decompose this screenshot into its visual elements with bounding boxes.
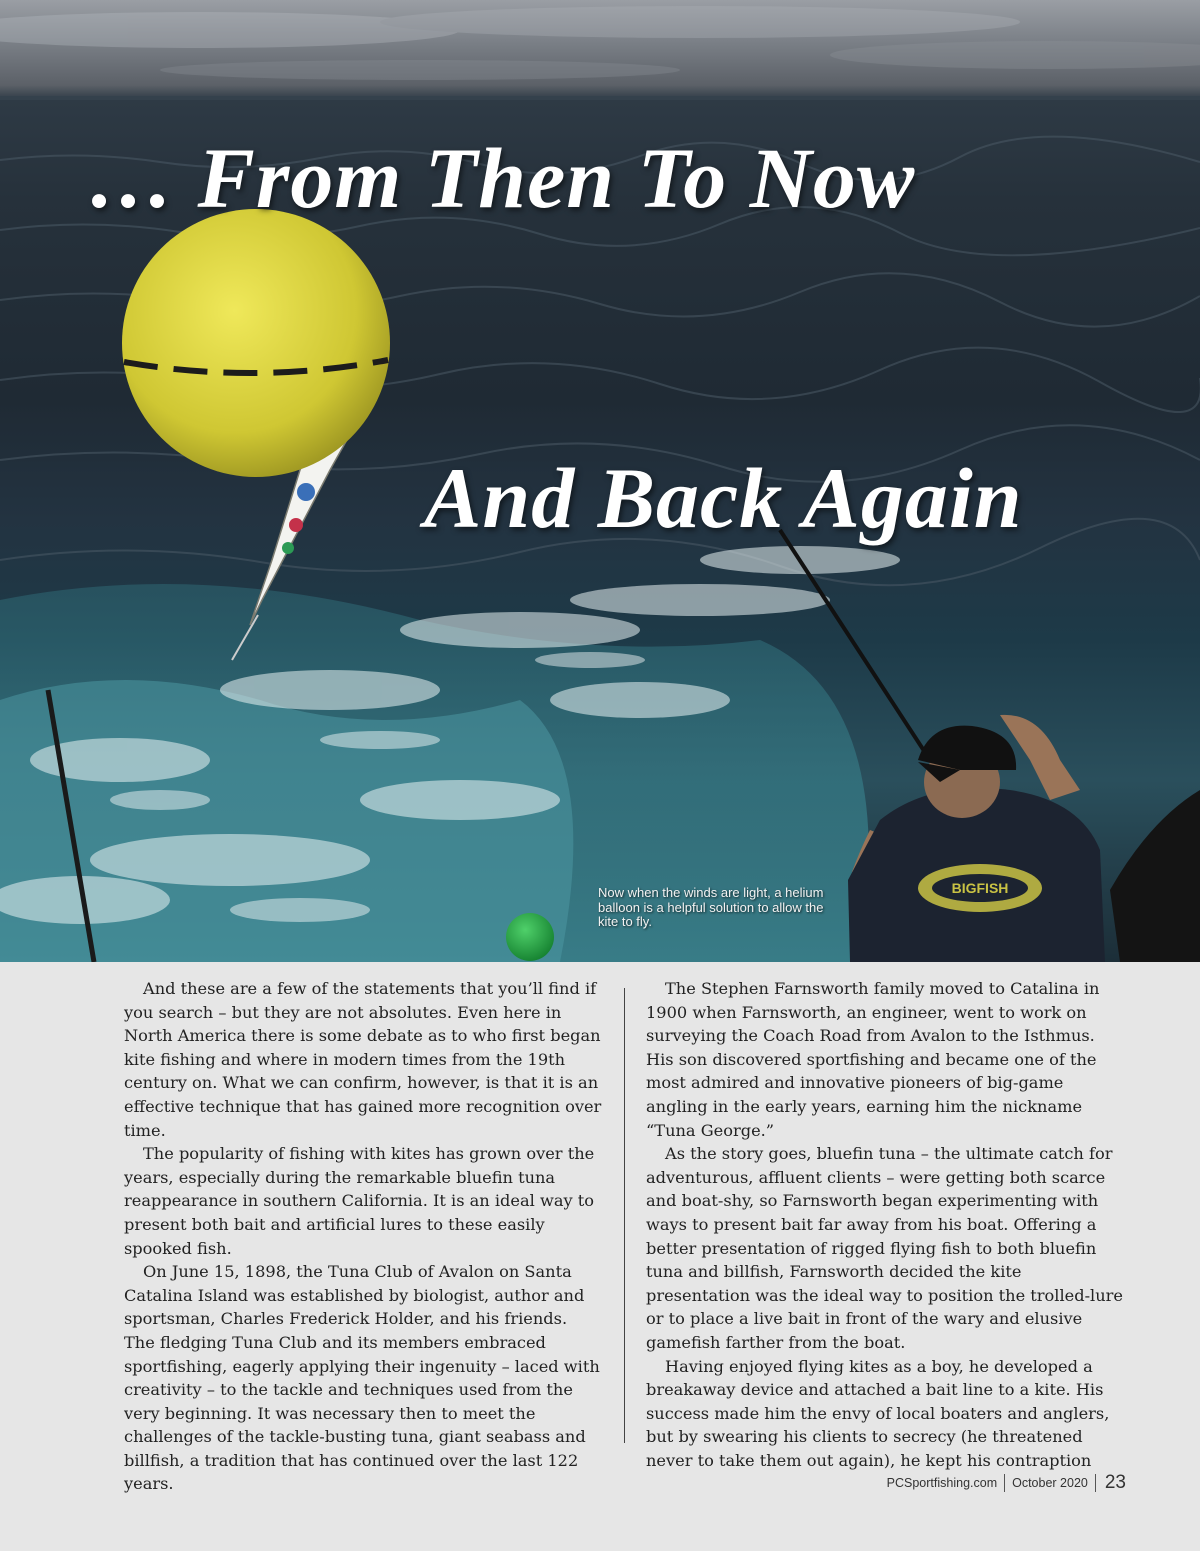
shirt-logo-text: BIGFISH — [951, 880, 1009, 896]
article-left-column — [124, 977, 602, 1496]
paragraph: The popularity of fishing with kites has grown over the years, especially during the remarkable bluefin tuna reappearance in southern California. It is an ideal way to present both bait and artificial lures to these easily spooked fish. — [124, 1144, 595, 1258]
paragraph: The Stephen Farnsworth family moved to Catalina in 1900 when Farnsworth, an engineer, went to work on surveying the Coach Road from Avalon to the Isthmus. His son discovered sportfishing and became one of the most admired and innovative pioneers of big-game angling in the early years, earning him the nickname “Tuna George.” — [646, 979, 1100, 1140]
boat-corner — [1110, 790, 1200, 962]
headline-line-2: And Back Again — [424, 450, 1023, 546]
photo-caption: Now when the winds are light, a helium balloon is a helpful solution to allow the kite to fly. — [598, 885, 824, 929]
page-footer — [887, 1472, 1126, 1494]
paragraph: As the story goes, bluefin tuna – the ultimate catch for adventurous, affluent clients – were getting both scarce and boat-shy, so Farnsworth began experimenting with ways to present bait far away from his boat. Offering a better presentation of rigged flying fish to both bluefin tuna and billfish, Farnsworth decided the kite presentation was the ideal way to position the trolled-lure or to place a live bait in front of the wary and elusive gamefish farther from the boat. — [646, 1144, 1123, 1352]
cloudy-sky — [0, 6, 1200, 80]
page-number: 23 — [1104, 1472, 1126, 1493]
footer-separator — [1004, 1474, 1005, 1492]
footer-separator — [1095, 1474, 1096, 1492]
paragraph: And these are a few of the statements that you’ll find if you search – but they are not absolutes. Even here in North America there is some debate as to who first began kite fishing and where in modern times from the 19th century on. What we can confirm, however, is that it is an effective technique that has gained more recognition over time. — [124, 979, 602, 1140]
footer-site: PCSportfishing.com — [886, 1476, 998, 1490]
yellow-balloon — [122, 209, 390, 477]
horizon-line — [0, 96, 1200, 100]
article-right-column — [646, 977, 1124, 1472]
green-balloon — [506, 913, 554, 961]
paragraph: On June 15, 1898, the Tuna Club of Avalon on Santa Catalina Island was established by biologist, author and sportsman, Charles Frederick Holder, and his friends. The fledging Tuna Club and its members embraced sportfishing, eagerly applying their ingenuity – laced with creativity – to the tackle and techniques used from the very beginning. It was necessary then to meet the challenges of the tackle-busting tuna, giant seabass and billfish, a tradition that has continued over the last 122 years. — [124, 1262, 600, 1494]
angler — [848, 715, 1105, 962]
column-divider — [624, 988, 625, 1443]
paragraph: Having enjoyed flying kites as a boy, he developed a breakaway device and attached a bait line to a kite. His success made him the envy of local boaters and anglers, but by swearing his clients to secrecy (he threatened never to take them out again), he kept his contraption — [646, 1356, 1110, 1470]
headline-line-1: … From Then To Now — [88, 130, 916, 226]
footer-issue-date: October 2020 — [1012, 1476, 1088, 1490]
